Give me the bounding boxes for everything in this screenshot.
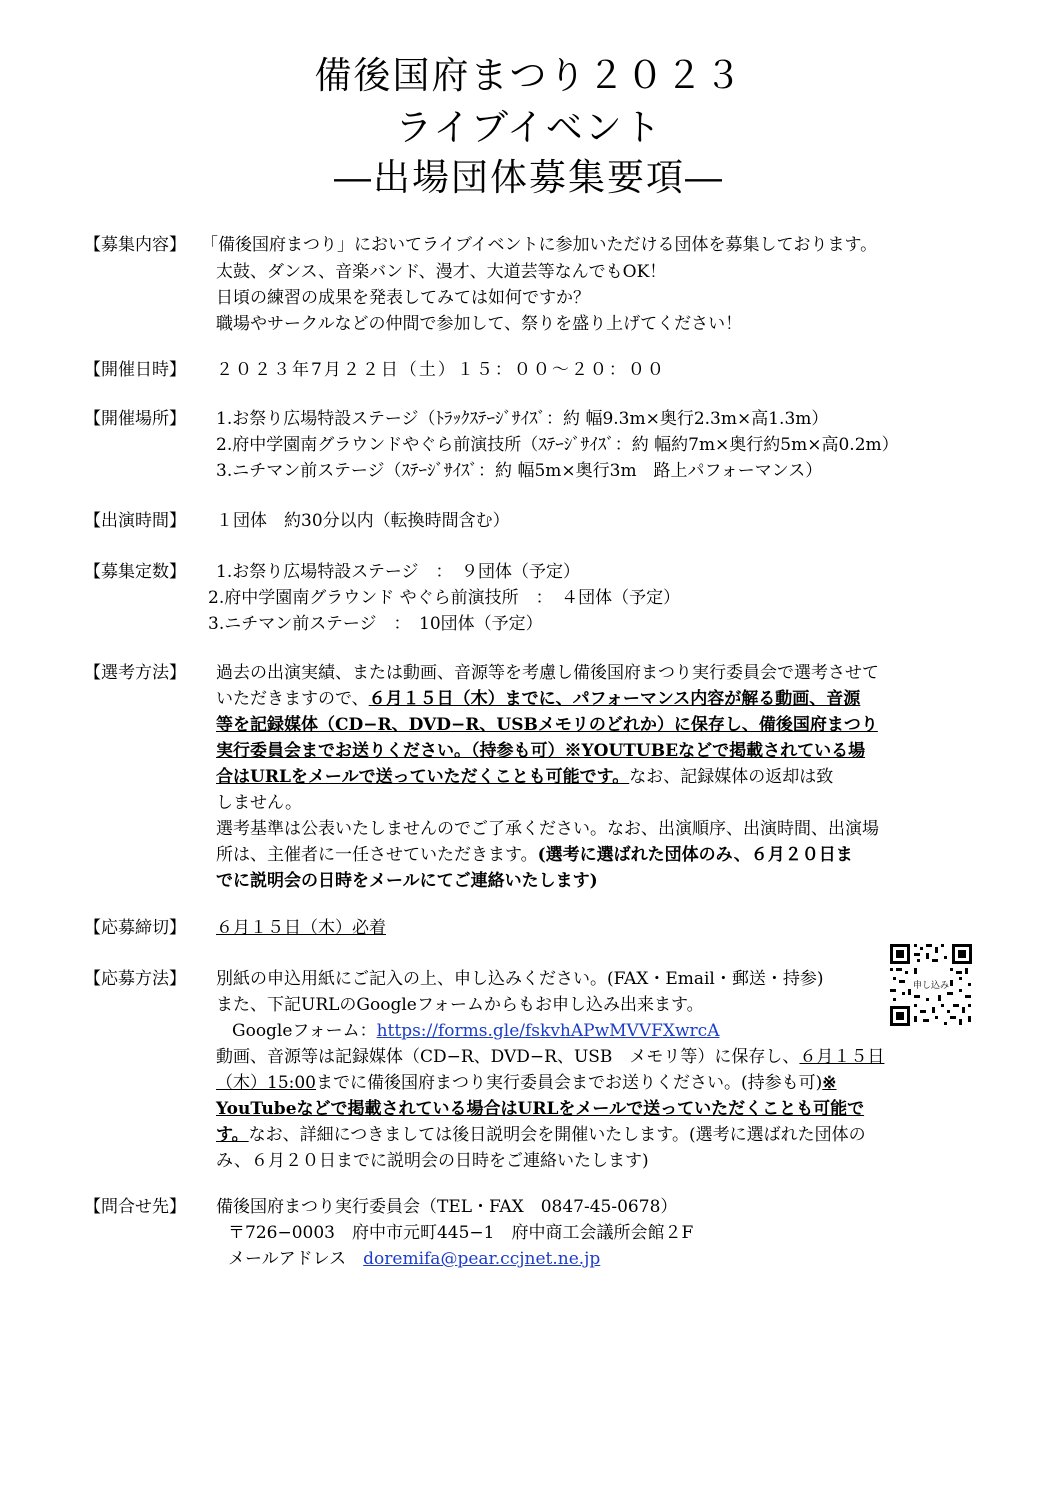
- recruit-line: 「備後国府まつり」においてライブイベントに参加いただける団体を募集しております。: [201, 235, 878, 255]
- performance-label: 【出演時間】: [84, 511, 186, 531]
- recruit-label: 【募集内容】: [84, 235, 186, 255]
- apply-underline: （木）15:00: [216, 1073, 316, 1093]
- selection-emphasis: 合はURLをメールで送っていただくことも可能です。: [216, 767, 630, 787]
- recruit-line: 太鼓、ダンス、音楽バンド、漫才、大道芸等なんでもOK！: [216, 262, 667, 282]
- selection-line: [216, 842, 853, 868]
- apply-underline: ６月１５日: [799, 1047, 885, 1067]
- datetime-label: 【開催日時】: [84, 360, 186, 380]
- apply-form-label: Googleフォーム：: [232, 1021, 377, 1041]
- google-form-link[interactable]: https://forms.gle/fskvhAPwMVVFXwrcA: [376, 1021, 720, 1041]
- contact-line: 備後国府まつり実行委員会（TEL・FAX 0847-45-0678）: [216, 1197, 678, 1217]
- selection-line: しません。: [216, 793, 303, 813]
- qr-center-label: 申し込み: [912, 981, 950, 991]
- selection-bold: でに説明会の日時をメールにてご連絡いたします): [216, 871, 598, 891]
- apply-label: 【応募方法】: [84, 969, 186, 989]
- contact-label: 【問合せ先】: [84, 1197, 186, 1217]
- apply-line: み、６月２０日までに説明会の日時をご連絡いたします): [216, 1151, 649, 1171]
- selection-line: [216, 686, 860, 712]
- selection-label: 【選考方法】: [84, 663, 186, 683]
- apply-line: [216, 1070, 837, 1096]
- apply-line: [216, 1122, 866, 1148]
- capacity-line: 2.府中学園南グラウンド やぐら前演技所 ： ４団体（予定）: [208, 588, 681, 608]
- apply-emphasis: す。: [216, 1125, 249, 1145]
- apply-emphasis: YouTubeなどで掲載されている場合はURLをメールで送っていただくことも可能で: [216, 1099, 865, 1119]
- title-line-2: ライブイベント: [395, 106, 663, 149]
- title-line-3: ―出場団体募集要項―: [334, 156, 724, 199]
- venue-line: 1.お祭り広場特設ステージ（ﾄﾗｯｸｽﾃｰｼﾞｻｲｽﾞ：約 幅9.3m×奥行2.3m×高1.3m）: [216, 409, 829, 429]
- recruit-line: 職場やサークルなどの仲間で参加して、祭りを盛り上げてください！: [216, 314, 743, 334]
- venue-line: 2.府中学園南グラウンドやぐら前演技所（ｽﾃｰｼﾞｻｲｽﾞ：約 幅約7m×奥行約5m×高0.2m）: [216, 435, 899, 455]
- contact-line: [228, 1246, 600, 1272]
- apply-line: [216, 1044, 884, 1070]
- selection-line: [216, 764, 833, 790]
- capacity-label: 【募集定数】: [84, 562, 186, 582]
- contact-line: 〒726−0003 府中市元町445−1 府中商工会議所会館２F: [228, 1223, 694, 1243]
- capacity-line: 1.お祭り広場特設ステージ ： ９団体（予定）: [216, 562, 581, 582]
- selection-emphasis: ６月１５日（木）までに、パフォーマンス内容が解る動画、音源: [368, 689, 861, 709]
- datetime-value: ２０２３年7月２２日（土）１５：００～２０：００: [216, 360, 666, 380]
- selection-line: 選考基準は公表いたしませんのでご了承ください。なお、出演順序、出演時間、出演場: [216, 819, 879, 839]
- venue-line: 3.ニチマン前ステージ（ｽﾃｰｼﾞｻｲｽﾞ：約 幅5m×奥行3m 路上パフォーマンス）: [216, 461, 823, 481]
- apply-line: また、下記URLのGoogleフォームからもお申し込み出来ます。: [216, 995, 704, 1015]
- selection-emphasis: 等を記録媒体（CD−R、DVD−R、USBメモリのどれか）に保存し、備後国府まつり: [216, 715, 878, 735]
- apply-line: [232, 1018, 719, 1044]
- qr-code[interactable]: [890, 944, 972, 1026]
- deadline-value: ６月１５日（木）必着: [216, 918, 386, 938]
- selection-text: なお、記録媒体の返却は致: [629, 767, 834, 787]
- apply-text: なお、詳細につきましては後日説明会を開催いたします。(選考に選ばれた団体の: [248, 1125, 866, 1145]
- performance-value: １団体 約30分以内（転換時間含む）: [216, 511, 510, 531]
- selection-bold: (選考に選ばれた団体のみ、６月２０日ま: [537, 845, 853, 865]
- selection-text: 所は、主催者に一任させていただきます。: [216, 845, 538, 865]
- email-label: メールアドレス: [228, 1249, 364, 1269]
- title-line-1: 備後国府まつり２０２３: [314, 54, 744, 97]
- recruit-line: 日頃の練習の成果を発表してみては如何ですか？: [216, 288, 590, 308]
- selection-emphasis: 実行委員会までお送りください。（持参も可）※YOUTUBEなどで掲載されている場: [216, 741, 866, 761]
- apply-text: までに備後国府まつり実行委員会までお送りください。(持参も可): [316, 1073, 823, 1093]
- selection-line: 過去の出演実績、または動画、音源等を考慮し備後国府まつり実行委員会で選考させて: [216, 663, 879, 683]
- capacity-line: 3.ニチマン前ステージ ： 10団体（予定）: [208, 614, 543, 634]
- apply-emphasis: ※: [822, 1073, 837, 1093]
- apply-text: 動画、音源等は記録媒体（CD−R、DVD−R、USB メモリ等）に保存し、: [216, 1047, 800, 1067]
- email-link[interactable]: doremifa@pear.ccjnet.ne.jp: [363, 1249, 601, 1269]
- apply-line: 別紙の申込用紙にご記入の上、申し込みください。(FAX・Email・郵送・持参): [216, 969, 824, 989]
- deadline-label: 【応募締切】: [84, 918, 186, 938]
- venue-label: 【開催場所】: [84, 409, 186, 429]
- selection-text: いただきますので、: [216, 689, 369, 709]
